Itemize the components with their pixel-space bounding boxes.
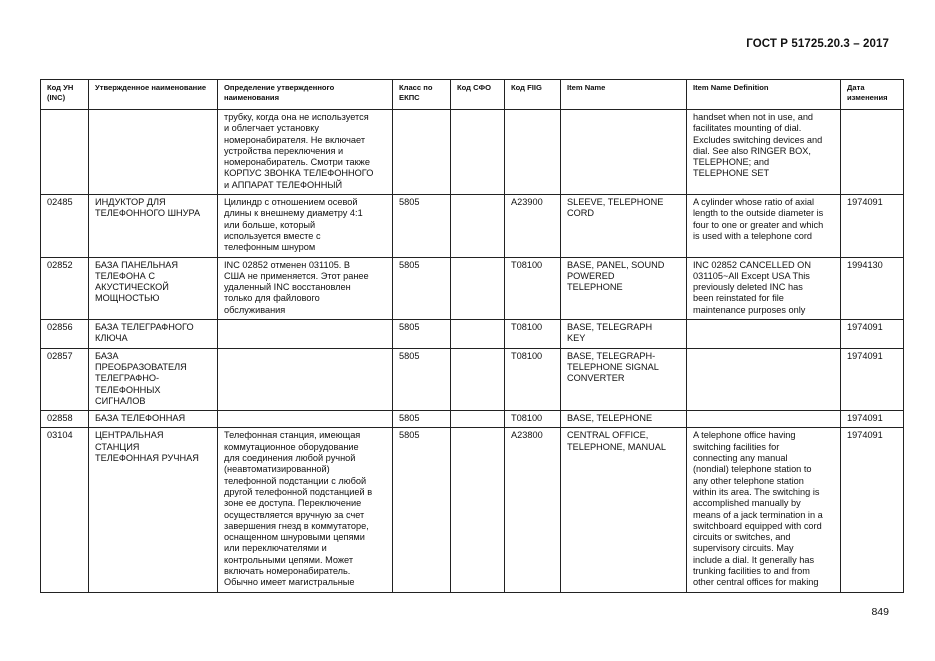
- cell-date: 1974091: [841, 195, 904, 257]
- cell-date: 1974091: [841, 348, 904, 410]
- column-header-date: Дата изменения: [841, 80, 904, 110]
- cell-definition-en: INC 02852 CANCELLED ON 031105~All Except USA This previously deleted INC has been reinstated for file maintenance purposes only: [687, 257, 841, 319]
- table-row: [41, 195, 904, 257]
- column-header-definition-ru: Определение утвержденного наименования: [218, 80, 393, 110]
- cell-fsc: 5805: [393, 411, 451, 428]
- cell-item-name: BASE, TELEGRAPH- TELEPHONE SIGNAL CONVERTER: [561, 348, 687, 410]
- cell-definition-en: A cylinder whose ratio of axial length to the outside diameter is four to one or greater and which is used with a telephone cord: [687, 195, 841, 257]
- cell-sfo: [451, 110, 505, 195]
- cell-definition-en: [687, 348, 841, 410]
- cell-item-name: BASE, TELEGRAPH KEY: [561, 320, 687, 349]
- cell-fiig: T08100: [505, 257, 561, 319]
- cell-definition-ru: [218, 411, 393, 428]
- cell-fiig: [505, 110, 561, 195]
- cell-inc: 02852: [41, 257, 89, 319]
- cell-inc: [41, 110, 89, 195]
- cell-name-ru: БАЗА ТЕЛЕГРАФНОГО КЛЮЧА: [89, 320, 218, 349]
- cell-item-name: BASE, PANEL, SOUND POWERED TELEPHONE: [561, 257, 687, 319]
- cell-sfo: [451, 257, 505, 319]
- column-header-sfo: Код СФО: [451, 80, 505, 110]
- cell-fiig: A23900: [505, 195, 561, 257]
- column-header-item-name: Item Name: [561, 80, 687, 110]
- cell-definition-en: handset when not in use, and facilitates mounting of dial. Excludes switching devices and dial. See also RINGER BOX, TELEPHONE; and TELEPHONE SET: [687, 110, 841, 195]
- cell-fiig: T08100: [505, 411, 561, 428]
- cell-definition-en: [687, 320, 841, 349]
- cell-fiig: T08100: [505, 348, 561, 410]
- column-header-definition-en: Item Name Definition: [687, 80, 841, 110]
- cell-definition-ru: [218, 320, 393, 349]
- cell-item-name: BASE, TELEPHONE: [561, 411, 687, 428]
- cell-name-ru: [89, 110, 218, 195]
- cell-definition-en: A telephone office having switching facilities for connecting any manual (nondial) telephone station to any other telephone station within its area. The switching is accomplished manually by means of a jack termination in a switchboard equipped with cord circuits or switches, and supervisory circuits. May include a dial. It generally has trunking facilities to and from other central offices for making: [687, 428, 841, 592]
- column-header-inc: Код УН (INC): [41, 80, 89, 110]
- cell-fsc: 5805: [393, 195, 451, 257]
- cell-sfo: [451, 195, 505, 257]
- cell-name-ru: БАЗА ТЕЛЕФОННАЯ: [89, 411, 218, 428]
- column-header-fsc: Класс по ЕКПС: [393, 80, 451, 110]
- page-number: 849: [871, 606, 889, 618]
- cell-definition-ru: INC 02852 отменен 031105. В США не применяется. Этот ранее удаленный INC восстановлен только для файлового обслуживания: [218, 257, 393, 319]
- cell-definition-ru: [218, 348, 393, 410]
- column-header-name-ru: Утвержденное наименование: [89, 80, 218, 110]
- cell-item-name: [561, 110, 687, 195]
- cell-name-ru: ЦЕНТРАЛЬНАЯ СТАНЦИЯ ТЕЛЕФОННАЯ РУЧНАЯ: [89, 428, 218, 592]
- cell-inc: 03104: [41, 428, 89, 592]
- cell-inc: 02485: [41, 195, 89, 257]
- cell-date: 1974091: [841, 411, 904, 428]
- cell-fsc: 5805: [393, 257, 451, 319]
- cell-sfo: [451, 411, 505, 428]
- cell-date: 1974091: [841, 428, 904, 592]
- cell-name-ru: БАЗА ПРЕОБРАЗОВАТЕЛЯ ТЕЛЕГРАФНО- ТЕЛЕФОННЫХ СИГНАЛОВ: [89, 348, 218, 410]
- cell-item-name: SLEEVE, TELEPHONE CORD: [561, 195, 687, 257]
- document-title: ГОСТ Р 51725.20.3 – 2017: [746, 38, 889, 50]
- cell-inc: 02858: [41, 411, 89, 428]
- cell-sfo: [451, 348, 505, 410]
- table-row: [41, 348, 904, 410]
- table-row: [41, 110, 904, 195]
- cell-inc: 02857: [41, 348, 89, 410]
- cell-fsc: 5805: [393, 428, 451, 592]
- cell-definition-ru: Цилиндр с отношением осевой длины к внешнему диаметру 4:1 или больше, который используется вместе с телефонным шнуром: [218, 195, 393, 257]
- cell-sfo: [451, 320, 505, 349]
- table-row: [41, 257, 904, 319]
- table-row: [41, 411, 904, 428]
- table-header-row: [41, 80, 904, 110]
- table-row: [41, 320, 904, 349]
- cell-date: 1974091: [841, 320, 904, 349]
- cell-sfo: [451, 428, 505, 592]
- cell-fsc: [393, 110, 451, 195]
- column-header-fiig: Код FIIG: [505, 80, 561, 110]
- cell-date: [841, 110, 904, 195]
- table-row: [41, 428, 904, 592]
- cell-fiig: T08100: [505, 320, 561, 349]
- cell-name-ru: ИНДУКТОР ДЛЯ ТЕЛЕФОННОГО ШНУРА: [89, 195, 218, 257]
- cell-inc: 02856: [41, 320, 89, 349]
- cell-name-ru: БАЗА ПАНЕЛЬНАЯ ТЕЛЕФОНА С АКУСТИЧЕСКОЙ МОЩНОСТЬЮ: [89, 257, 218, 319]
- cell-fsc: 5805: [393, 348, 451, 410]
- catalog-table: [40, 79, 904, 593]
- cell-fsc: 5805: [393, 320, 451, 349]
- cell-fiig: A23800: [505, 428, 561, 592]
- cell-definition-ru: Телефонная станция, имеющая коммутационное оборудование для соединения любой ручной (неавтоматизированной) телефонной подстанции с любой другой телефонной подстанцией в зоне ее доступа. Переключение осуществляется вручную за счет завершения гнезд в коммутаторе, оснащенном шнуровыми цепями или переключателями и контрольными цепями. Может включать номеронабиратель. Обычно имеет магистральные: [218, 428, 393, 592]
- cell-item-name: CENTRAL OFFICE, TELEPHONE, MANUAL: [561, 428, 687, 592]
- cell-date: 1994130: [841, 257, 904, 319]
- cell-definition-en: [687, 411, 841, 428]
- cell-definition-ru: трубку, когда она не используется и облегчает установку номеронабирателя. Не включает устройства переключения и номеронабиратель. Смотри также КОРПУС ЗВОНКА ТЕЛЕФОННОГО и АППАРАТ ТЕЛЕФОННЫЙ: [218, 110, 393, 195]
